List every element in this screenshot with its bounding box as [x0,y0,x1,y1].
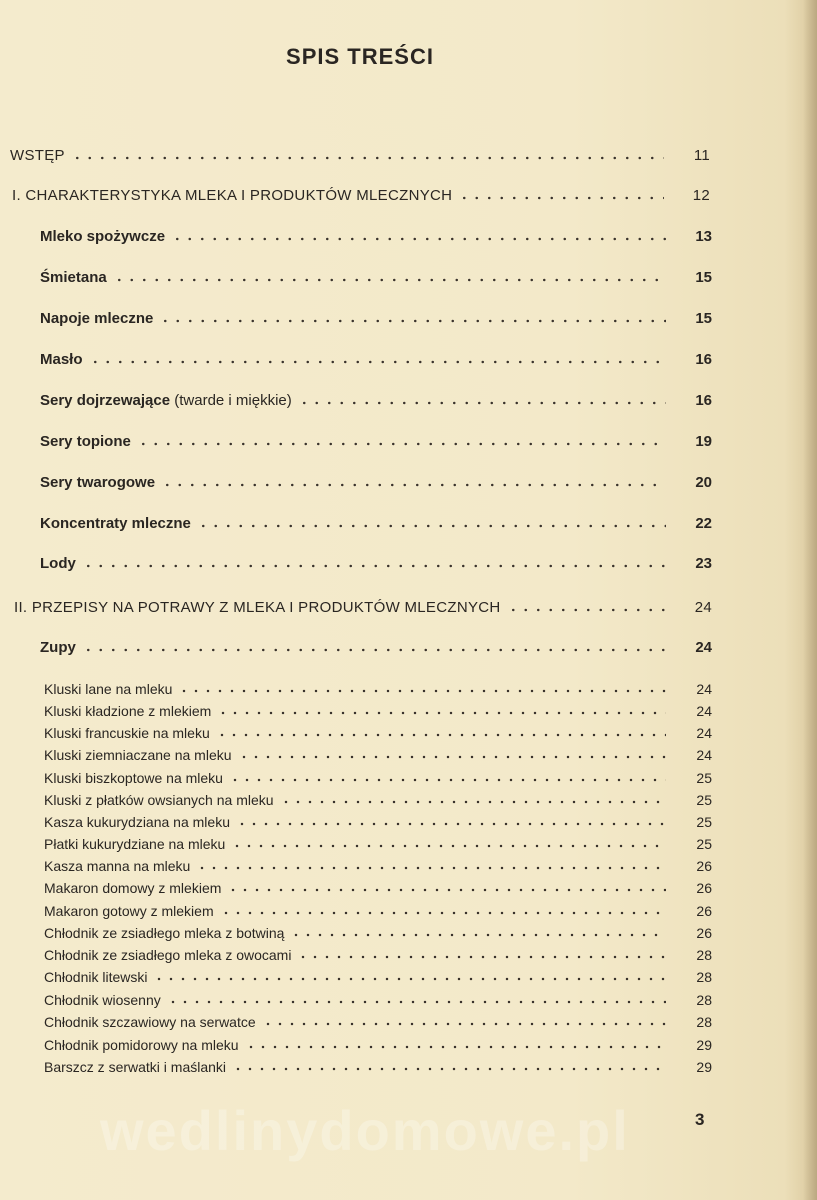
toc-entry-page: 23 [695,555,712,572]
toc-entry-note: (twarde i miękkie) [174,392,292,409]
toc-entry-page: 24 [695,639,712,656]
toc-recipe [44,789,712,808]
toc-entry-page: 16 [695,392,712,409]
toc-entry-page: 24 [696,681,712,697]
toc-entry-page: 20 [695,474,712,491]
toc-entry-page: 28 [696,1014,712,1030]
toc-recipe [44,833,712,852]
toc-recipe [44,722,712,741]
toc-entry-label: Kluski lane na mleku [44,681,173,697]
toc-entry-page: 24 [696,703,712,719]
toc-entry-label: Zupy [40,639,76,656]
toc-entry-label: Barszcz z serwatki i maślanki [44,1059,227,1075]
toc-entry-label: Koncentraty mleczne [40,515,191,532]
toc-entry-page: 26 [696,925,712,941]
toc-entry-page: 25 [696,814,712,830]
page-number: 3 [695,1110,705,1129]
dot-leader [71,156,664,160]
toc-entry-page: 15 [695,269,712,286]
toc-recipe [44,855,712,874]
toc-entry-page: 28 [696,969,712,985]
toc-entry-label: Kluski biszkoptowe na mleku [44,770,223,786]
dot-leader [507,608,666,612]
toc-recipe [44,744,712,763]
toc-recipe [44,678,712,697]
toc-entry-label: Kluski kładzione z mlekiem [44,703,212,719]
dot-leader [196,866,666,870]
dot-leader [280,800,666,804]
toc-entry-label: Chłodnik szczawiowy na serwatce [44,1014,256,1030]
toc-section [40,387,712,409]
toc-chapter-1 [12,182,710,204]
toc-entry-page: 24 [694,599,712,616]
dot-leader [216,733,666,737]
dot-leader [229,778,666,782]
page-title: SPIS TREŚCI [286,44,434,69]
dot-leader [113,278,666,282]
toc-section [40,428,712,450]
toc-entry-label: II. PRZEPISY NA POTRAWY Z MLEKA I PRODUKTÓW MLECZNYCH [14,599,501,616]
toc-entry-page: 26 [696,903,712,919]
toc-entry-title: Sery dojrzewające [40,392,171,409]
toc-recipe [44,1056,712,1075]
toc-recipe [44,700,712,719]
toc-recipe [44,922,712,941]
toc-entry-page: 25 [696,770,712,786]
toc-recipe [44,1034,712,1053]
toc-entry-page: 29 [696,1037,712,1053]
toc-entry-page: 25 [696,836,712,852]
dot-leader [171,237,666,241]
toc-entry-page: 26 [696,858,712,874]
toc-entry-page: 26 [696,880,712,896]
dot-leader [159,319,666,323]
toc-entry-label: Kasza kukurydziana na mleku [44,814,230,830]
dot-leader [153,977,666,981]
toc-recipe [44,877,712,896]
dot-leader [238,755,666,759]
toc-entry-label: Napoje mleczne [40,310,154,327]
toc-recipe [44,811,712,830]
dot-leader [297,955,666,959]
toc-entry-label: I. CHARAKTERYSTYKA MLEKA I PRODUKTÓW MLECZNYCH [12,187,453,204]
toc-entry-intro [10,142,710,164]
toc-entry-label: Kluski ziemniaczane na mleku [44,747,232,763]
toc-entry-page: 28 [696,992,712,1008]
dot-leader [262,1022,666,1026]
toc-entry-page: 22 [695,515,712,532]
toc-entry-label: Lody [40,555,76,572]
toc-entry-page: 12 [692,187,710,204]
dot-leader [236,822,666,826]
toc-recipe [44,767,712,786]
page-edge-shadow [803,0,817,1200]
dot-leader [458,196,664,200]
toc-entry-label: Kluski z płatków owsianych na mleku [44,792,274,808]
dot-leader [220,911,666,915]
toc-entry-label [40,392,298,409]
toc-entry-label: Kluski francuskie na mleku [44,725,210,741]
toc-entry-label: Sery twarogowe [40,474,156,491]
toc-section [40,510,712,532]
dot-leader [217,711,666,715]
toc-entry-label: Chłodnik wiosenny [44,992,161,1008]
toc-entry-page: 24 [696,725,712,741]
dot-leader [231,844,666,848]
dot-leader [178,689,666,693]
toc-recipe [44,900,712,919]
dot-leader [290,933,666,937]
toc-recipe [44,944,712,963]
toc-entry-page: 15 [695,310,712,327]
toc-entry-page: 13 [695,228,712,245]
toc-entry-label: Płatki kukurydziane na mleku [44,836,226,852]
dot-leader [137,442,666,446]
toc-entry-label: Chłodnik pomidorowy na mleku [44,1037,239,1053]
toc-section [40,305,712,327]
dot-leader [227,888,666,892]
toc-entry-label: WSTĘP [10,147,65,164]
dot-leader [82,564,666,568]
toc-entry-page: 11 [693,147,710,164]
toc-chapter-2 [14,594,712,616]
dot-leader [161,483,666,487]
dot-leader [167,1000,666,1004]
toc-entry-label: Chłodnik ze zsiadłego mleka z owocami [44,947,292,963]
toc-entry-page: 28 [696,947,712,963]
dot-leader [245,1045,666,1049]
toc-section [40,346,712,368]
toc-section [40,550,712,572]
toc-entry-label: Makaron gotowy z mlekiem [44,903,214,919]
toc-entry-page: 24 [696,747,712,763]
toc-entry-label: Mleko spożywcze [40,228,166,245]
toc-entry-label: Chłodnik litewski [44,969,148,985]
dot-leader [298,401,666,405]
toc-entry-page: 16 [695,351,712,368]
dot-leader [232,1067,666,1071]
toc-recipe [44,1011,712,1030]
watermark-text: wedlinydomowe.pl [100,1099,630,1162]
toc-recipe [44,989,712,1008]
dot-leader [89,360,666,364]
toc-entry-label: Śmietana [40,269,107,286]
toc-section [40,469,712,491]
toc-entry-label: Kasza manna na mleku [44,858,191,874]
toc-entry-page: 29 [696,1059,712,1075]
toc-section [40,223,712,245]
toc-entry-label: Makaron domowy z mlekiem [44,880,222,896]
dot-leader [197,524,666,528]
toc-entry-page: 19 [695,433,712,450]
dot-leader [82,648,666,652]
toc-entry-label: Sery topione [40,433,131,450]
toc-entry-label: Chłodnik ze zsiadłego mleka z botwiną [44,925,285,941]
toc-section [40,634,712,656]
toc-entry-label: Masło [40,351,83,368]
toc-section [40,264,712,286]
toc-recipe [44,966,712,985]
toc-entry-page: 25 [696,792,712,808]
